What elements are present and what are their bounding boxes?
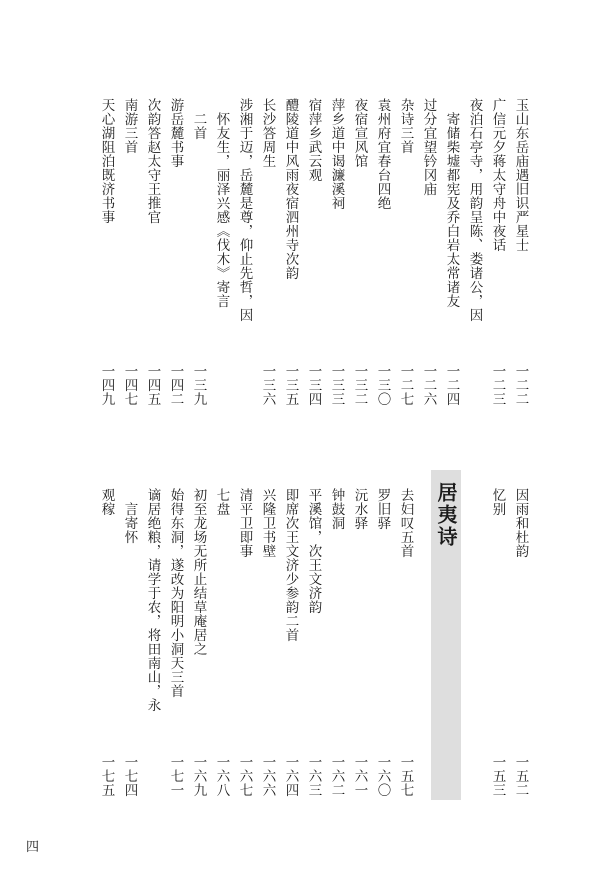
toc-entry-page: 一六四 (282, 755, 299, 797)
toc-entry-page: 一四二 (167, 364, 184, 406)
toc-entry-page: 一二七 (397, 364, 414, 406)
toc-entry-title: 去妇叹五首 (397, 488, 414, 558)
toc-entry-title: 因雨和杜韵 (512, 488, 529, 558)
toc-entry-title: 涉湘于迈，岳麓是尊，仰止先哲，因 (236, 98, 253, 322)
toc-entry-page: 一六二 (328, 755, 345, 797)
toc-entry-title: 言寄怀 (121, 502, 138, 544)
toc-entry-page: 一六九 (190, 755, 207, 797)
toc-entry-title: 罗旧驿 (374, 488, 391, 530)
toc-entry-page: 一三四 (305, 364, 322, 406)
toc-entry-title: 始得东洞，遂改为阳明小洞天三首 (167, 488, 184, 698)
toc-entry-page: 一三六 (259, 364, 276, 406)
toc-entry-page: 一三二 (351, 364, 368, 406)
toc-entry-page: 一二四 (443, 364, 460, 406)
toc-entry-title: 游岳麓书事 (167, 98, 184, 168)
toc-entry-title: 南游三首 (121, 98, 138, 154)
toc-entry-page: 一四九 (98, 364, 115, 406)
toc-entry-page: 一三三 (328, 364, 345, 406)
toc-entry-page: 一二二 (512, 364, 529, 406)
toc-entry-page: 一四七 (121, 364, 138, 406)
toc-entry-title: 天心湖阻泊既济书事 (98, 98, 115, 224)
toc-entry-title: 谪居绝粮，请学于农，将田南山，永 (144, 488, 161, 712)
toc-entry-page: 一二六 (420, 364, 437, 406)
toc-entry-title: 夜泊石亭寺，用韵呈陈、娄诸公，因 (466, 98, 483, 322)
toc-entry-page: 一六三 (305, 755, 322, 797)
toc-entry-page: 一四五 (144, 364, 161, 406)
toc-entry-page: 一七四 (121, 755, 138, 797)
toc-entry-page: 一六一 (351, 755, 368, 797)
toc-entry-page: 一六六 (259, 755, 276, 797)
toc-entry-title: 夜宿宣风馆 (351, 98, 368, 168)
toc-entry-page: 一七一 (167, 755, 184, 797)
toc-entry-title: 怀友生，丽泽兴感《伐木》寄言 (213, 112, 230, 308)
toc-entry-title: 沅水驿 (351, 488, 368, 530)
toc-entry-page: 一五三 (489, 755, 506, 797)
toc-entry-title: 观稼 (98, 488, 115, 516)
toc-entry-title: 平溪馆，次王文济韵 (305, 488, 322, 614)
toc-entry-page: 一七五 (98, 755, 115, 797)
toc-entry-title: 寄储柴墟都宪及乔白岩太常诸友 (443, 112, 460, 308)
toc-entry-title: 清平卫即事 (236, 488, 253, 558)
toc-entry-page: 一三五 (282, 364, 299, 406)
toc-entry-page: 一三九 (190, 364, 207, 406)
toc-entry-title: 次韵答赵太守王推官 (144, 98, 161, 224)
toc-entry-title: 即席次王文济少参韵二首 (282, 488, 299, 642)
toc-entry-title: 初至龙场无所止结草庵居之 (190, 488, 207, 656)
toc-entry-page: 一六七 (236, 755, 253, 797)
toc-entry-title: 兴隆卫书壁 (259, 488, 276, 558)
toc-entry-page: 一五七 (397, 755, 414, 797)
page-number: 四 (26, 840, 40, 855)
toc-entry-title: 长沙答周生 (259, 98, 276, 168)
toc-entry-title: 过分宜望钤冈庙 (420, 98, 437, 196)
toc-entry-page: 一三〇 (374, 364, 391, 406)
toc-entry-page: 一二三 (489, 364, 506, 406)
toc-entry-title: 忆别 (489, 488, 506, 516)
toc-entry-title: 钟鼓洞 (328, 488, 345, 530)
toc-entry-title: 萍乡道中谒濂溪祠 (328, 98, 345, 210)
toc-entry-title: 玉山东岳庙遇旧识严星士 (512, 98, 529, 252)
toc-entry-title: 杂诗三首 (397, 98, 414, 154)
section-heading: 居夷诗 (434, 482, 458, 548)
toc-entry-page: 一六八 (213, 755, 230, 797)
toc-entry-title: 醴陵道中风雨夜宿泗州寺次韵 (282, 98, 299, 280)
toc-entry-title: 广信元夕蒋太守舟中夜话 (489, 98, 506, 252)
toc-entry-title: 二首 (190, 112, 207, 140)
toc-entry-title: 宿萍乡武云观 (305, 98, 322, 182)
toc-entry-page: 一五二 (512, 755, 529, 797)
toc-entry-page: 一六〇 (374, 755, 391, 797)
toc-entry-title: 七盘 (213, 488, 230, 516)
toc-entry-title: 袁州府宜春台四绝 (374, 98, 391, 210)
